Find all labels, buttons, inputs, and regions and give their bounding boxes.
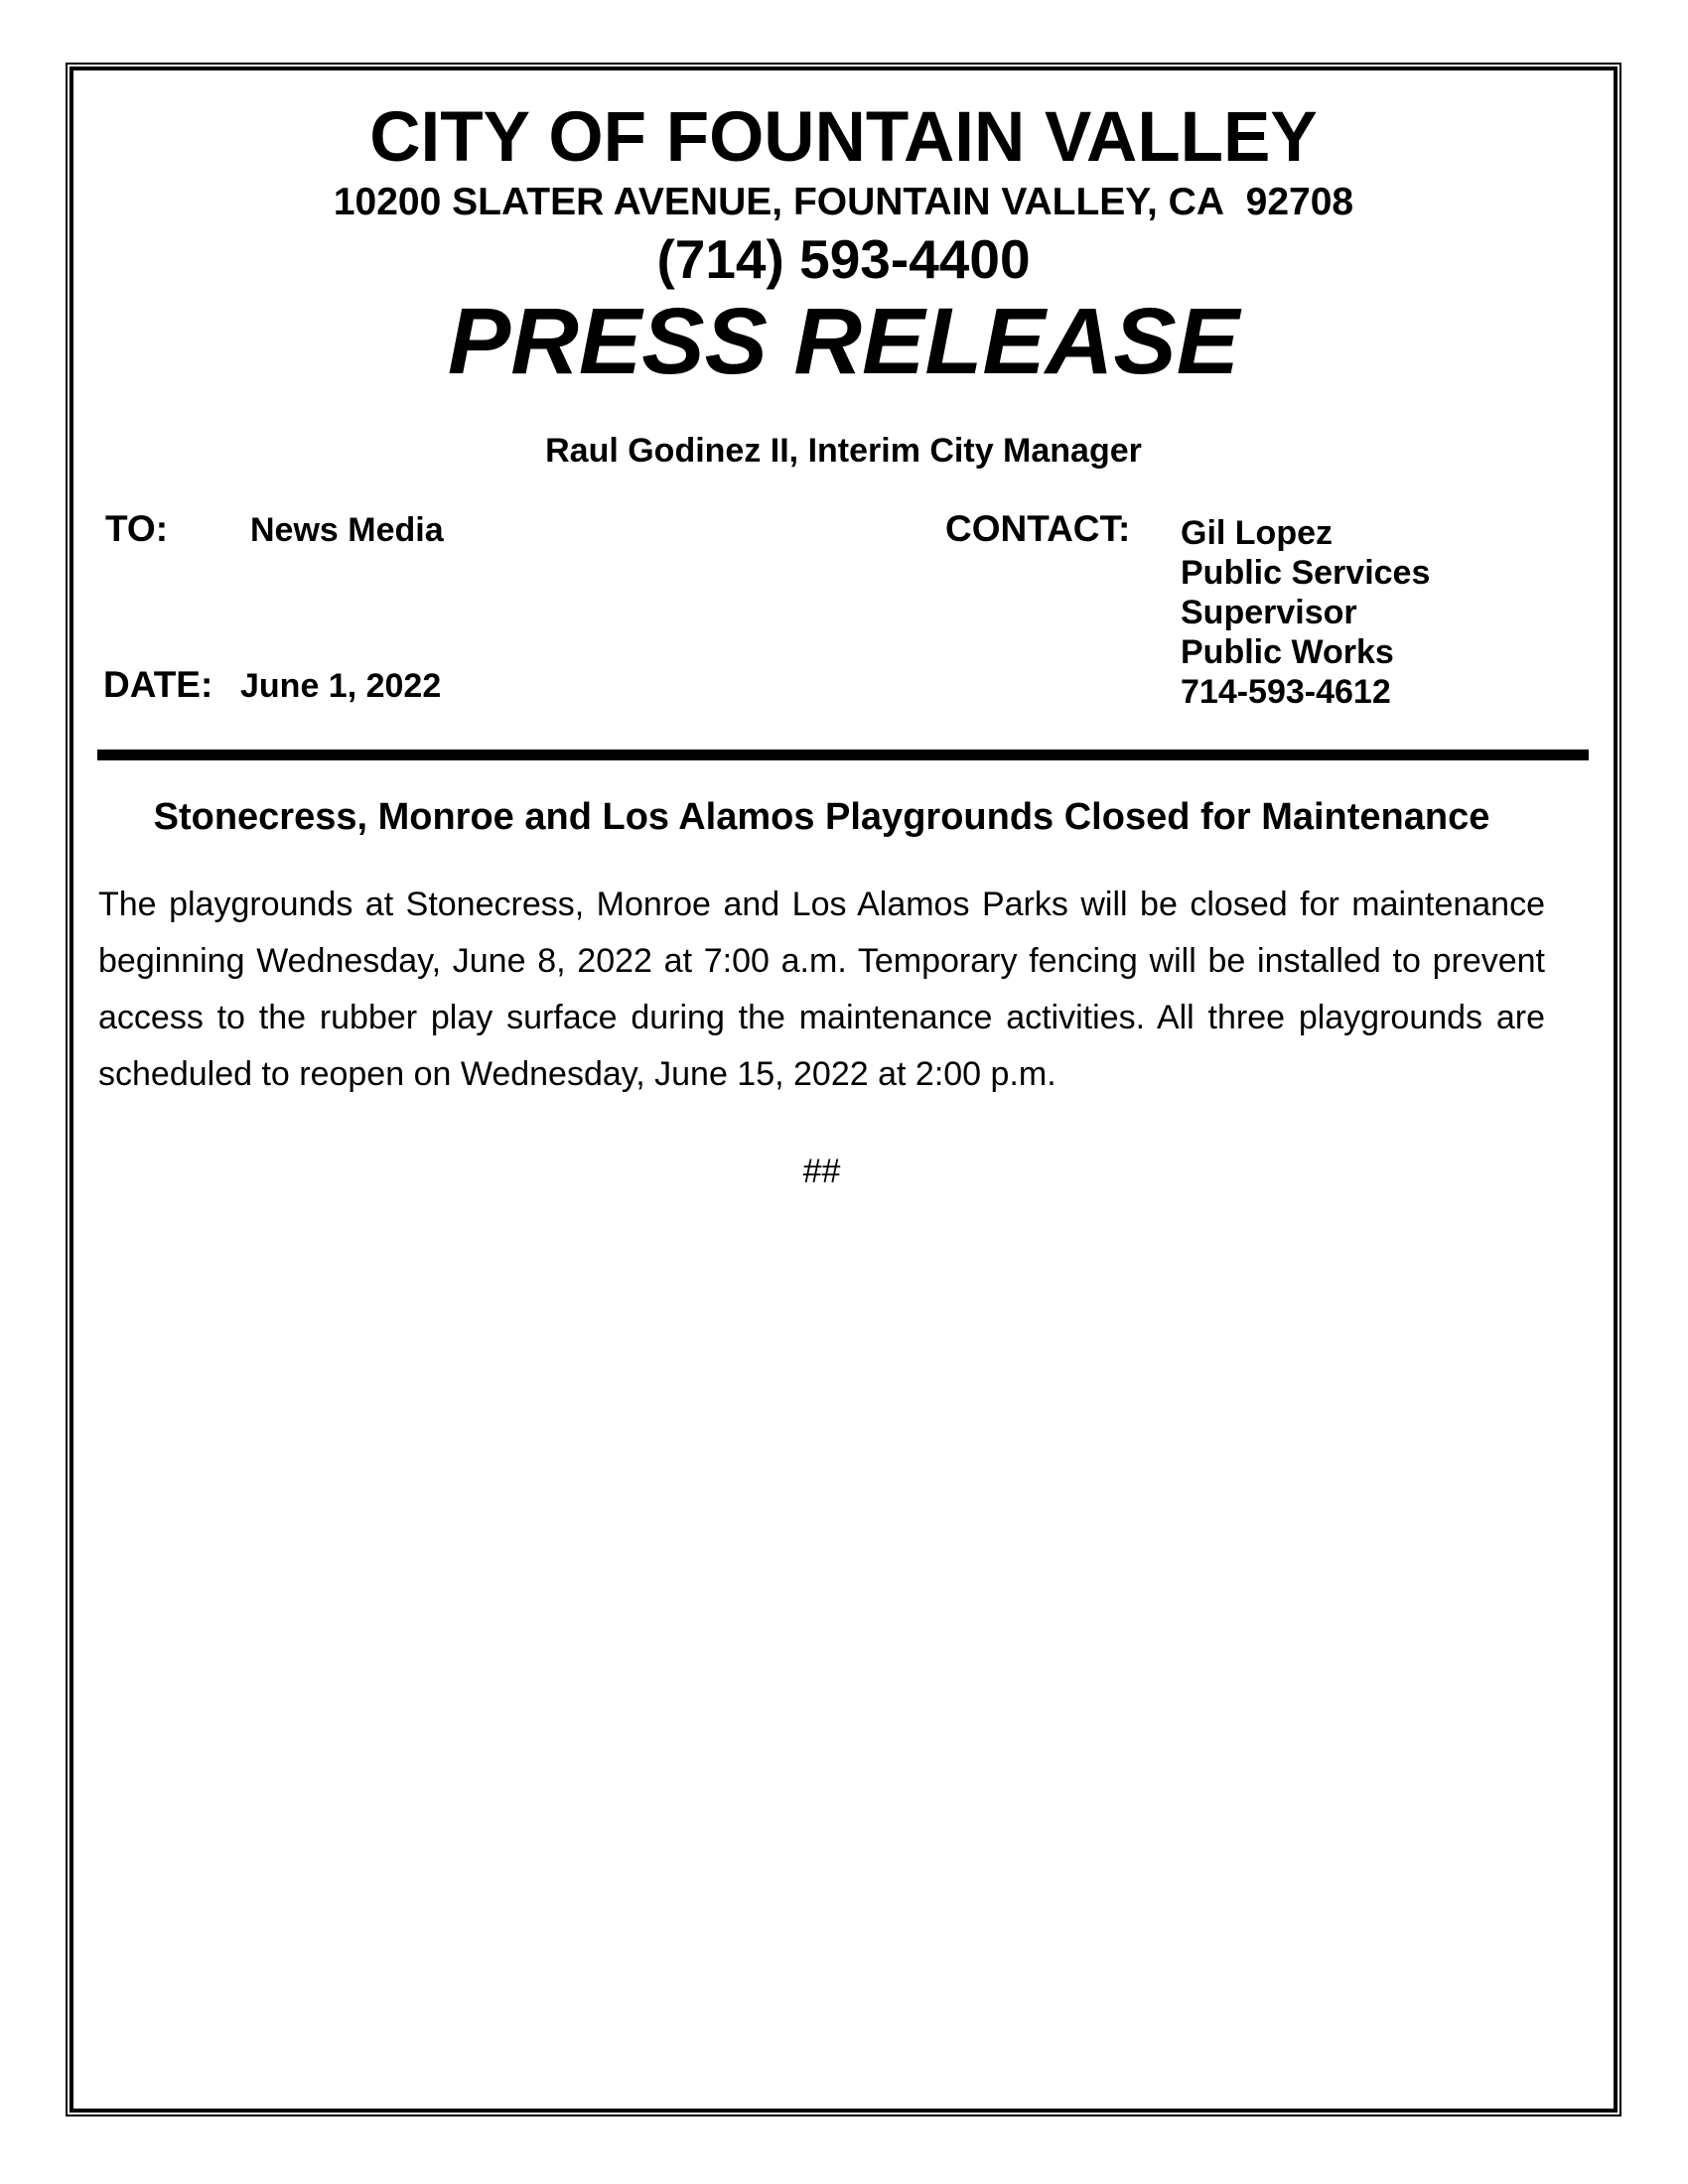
release-headline: Stonecress, Monroe and Los Alamos Playgrounds Closed for Maintenance	[153, 796, 1490, 838]
end-of-release-marker: ##	[802, 1153, 841, 1190]
contact-info-block	[1181, 513, 1430, 712]
contact-name: Gil Lopez	[1181, 514, 1333, 552]
city-name-heading: CITY OF FOUNTAIN VALLEY	[369, 98, 1318, 177]
release-body	[98, 877, 1545, 1103]
contact-label: CONTACT:	[945, 508, 1131, 549]
contact-phone: 714-593-4612	[1181, 673, 1391, 711]
contact-title-line-2: Supervisor	[1181, 594, 1357, 631]
body-line: access to the rubber play surface during the maintenance activities. All three playgrounds are	[98, 999, 1545, 1036]
to-value: News Media	[250, 511, 444, 549]
city-address: 10200 SLATER AVENUE, FOUNTAIN VALLEY, CA 92708	[333, 181, 1354, 223]
page-content	[75, 72, 1612, 2107]
body-line: The playgrounds at Stonecress, Monroe and Los Alamos Parks will be closed for maintenance	[98, 886, 1545, 923]
horizontal-rule	[97, 750, 1589, 760]
city-manager-line: Raul Godinez II, Interim City Manager	[545, 432, 1142, 470]
date-value: June 1, 2022	[240, 667, 442, 705]
to-label: TO:	[105, 508, 169, 549]
contact-department: Public Works	[1181, 633, 1394, 671]
contact-title-line-1: Public Services	[1181, 554, 1431, 592]
city-phone: (714) 593-4400	[656, 228, 1031, 290]
body-line: scheduled to reopen on Wednesday, June 15, 2022 at 2:00 p.m.	[98, 1055, 1056, 1093]
press-release-page	[66, 63, 1621, 2116]
body-line: beginning Wednesday, June 8, 2022 at 7:00 a.m. Temporary fencing will be installed to prevent	[98, 942, 1545, 980]
press-release-title: PRESS RELEASE	[447, 289, 1240, 394]
date-label: DATE:	[103, 664, 213, 705]
